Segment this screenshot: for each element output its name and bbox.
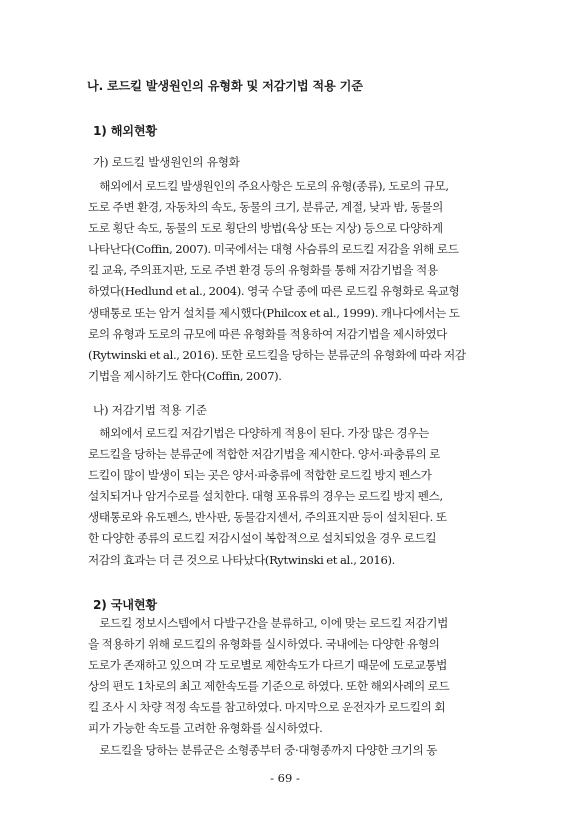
text-line: 생태통로 또는 암거 설치를 제시했다(Philcox et al., 1999). 캐나다에서는 도 <box>88 305 460 320</box>
text-line: 로드킬 정보시스템에서 다발구간을 분류하고, 이에 맞는 로드킬 저감기법 <box>88 616 448 630</box>
text-line: 로의 유형과 도로의 규모에 따른 유형화를 적용하여 저감기법을 제시하였다 <box>88 326 448 341</box>
text-line: 킬 교육, 주의표지판, 도로 주변 환경 등의 유형화를 통해 저감기법을 적용 <box>88 263 438 278</box>
text-line: 한 다양한 종류의 로드킬 저감시설이 복합적으로 설치되었을 경우 로드킬 <box>88 531 437 546</box>
text-line: 상의 편도 1차로의 최고 제한속도를 기준으로 하였다. 또한 해외사례의 로드 <box>88 679 450 694</box>
text-line: 나타난다(Coffin, 2007). 미국에서는 대형 사슴류의 로드킬 저감을 위해 로드 <box>88 242 459 257</box>
subsubsection-heading-criteria: 나) 저감기법 적용 기준 <box>93 403 207 417</box>
text-line: 저감의 효과는 더 큰 것으로 나타났다(Rytwinski et al., 2016). <box>88 552 395 567</box>
text-line: 도로가 존재하고 있으며 각 도로별로 제한속도가 다르기 때문에 도로교통법 <box>88 658 448 673</box>
text-line: 을 적용하기 위해 로드킬의 유형화를 실시하였다. 국내에는 다양한 유형의 <box>88 637 440 652</box>
text-line: 해외에서 로드킬 발생원인의 주요사항은 도로의 유형(종류), 도로의 규모, <box>88 179 449 193</box>
page-number: - 69 - <box>270 771 300 785</box>
text-line: 설치되거나 암거수로를 설치한다. 대형 포유류의 경우는 로드킬 방지 펜스, <box>88 489 443 504</box>
section-heading: 나. 로드킬 발생원인의 유형화 및 저감기법 적용 기준 <box>87 79 363 93</box>
text-line: 피가 가능한 속도를 고려한 유형화를 실시하였다. <box>88 721 323 736</box>
text-line: (Rytwinski et al., 2016). 또한 로드킬을 당하는 분류군의 유형화에 따라 저감 <box>88 347 466 362</box>
text-line: 로드킬을 당하는 분류군에 적합한 저감기법을 제시한다. 양서·파충류의 로 <box>88 447 441 462</box>
text-line: 킬 조사 시 차량 적정 속도를 참고하였다. 마지막으로 운전자가 로드킬의 회 <box>88 700 446 715</box>
text-line: 해외에서 로드킬 저감기법은 다양하게 적용이 된다. 가장 많은 경우는 <box>88 426 430 440</box>
paragraph-domestic <box>88 613 496 761</box>
text-line: 드킬이 많이 발생이 되는 곳은 양서·파충류에 적합한 로드킬 방지 펜스가 <box>88 468 432 483</box>
text-line: 생태통로와 유도펜스, 반사판, 동물감지센서, 주의표지판 등이 설치된다. 또 <box>88 510 447 525</box>
text-line: 기법을 제시하기도 한다(Coffin, 2007). <box>88 368 282 383</box>
text-line: 로드킬을 당하는 분류군은 소형종부터 중·대형종까지 다양한 크기의 동 <box>88 742 438 757</box>
subsection-heading-domestic: 2) 국내현황 <box>93 598 157 612</box>
subsubsection-heading-causes: 가) 로드킬 발생원인의 유형화 <box>93 155 240 169</box>
text-line: 도로 주변 환경, 자동차의 속도, 동물의 크기, 분류군, 계절, 낮과 밤, 동물의 <box>88 200 443 215</box>
paragraph-overseas-criteria <box>88 423 496 571</box>
paragraph-overseas-causes <box>88 176 496 387</box>
text-line: 하였다(Hedlund et al., 2004). 영국 수달 종에 따른 로드킬 유형화로 육교형 <box>88 284 460 299</box>
text-line: 도로 횡단 속도, 동물의 도로 횡단의 방법(육상 또는 지상) 등으로 다양하게 <box>88 221 443 236</box>
subsection-heading-overseas: 1) 해외현황 <box>93 124 157 138</box>
